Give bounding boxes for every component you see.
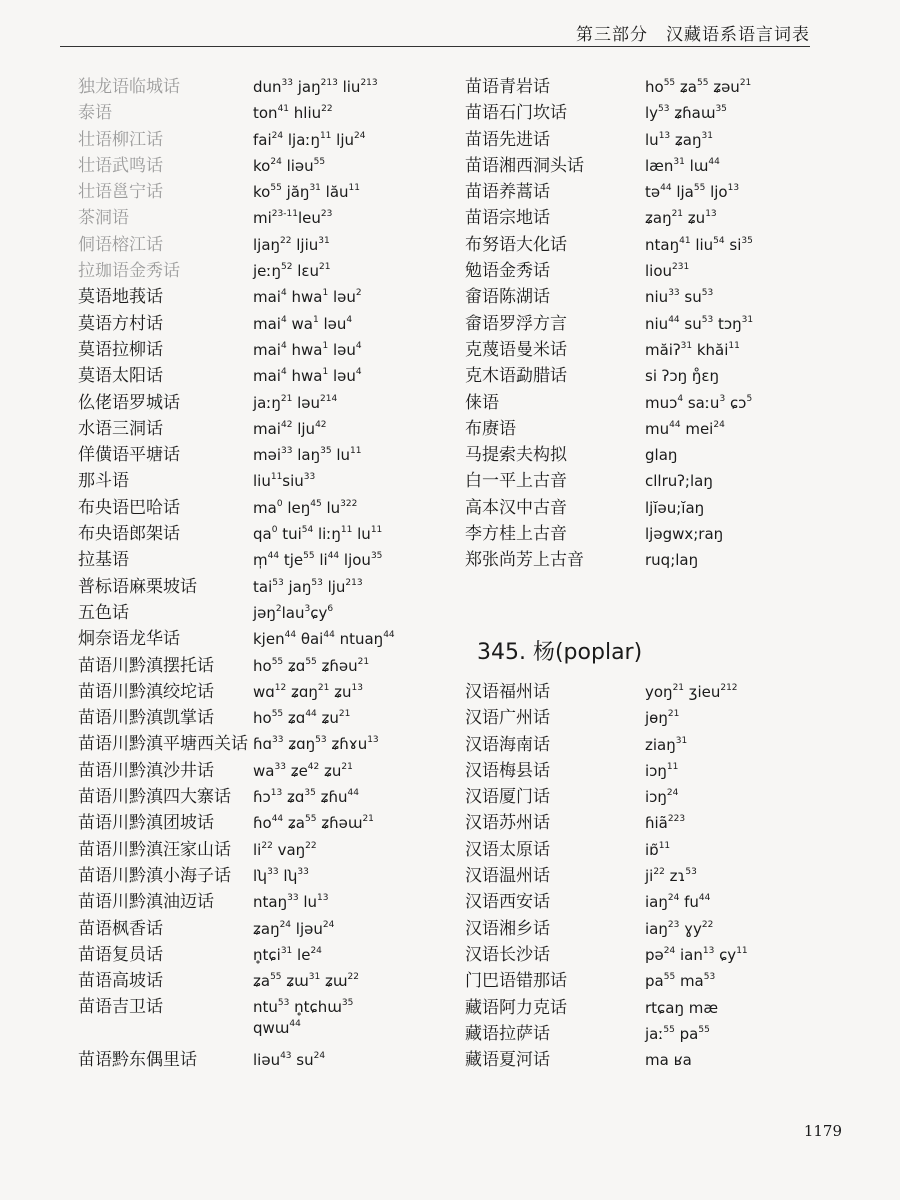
- dialect-name: 苗语吉卫话: [78, 997, 163, 1018]
- word-form: ljəgwx;raŋ: [645, 525, 724, 544]
- entry-row: [465, 914, 825, 940]
- word-form: iaŋ$^{24}$ $fu^{44}$: [645, 893, 711, 912]
- dialect-name: 苗语黔东偶里话: [78, 1049, 197, 1070]
- dialect-name: 汉语广州话: [465, 708, 550, 729]
- entry-row: [465, 256, 825, 282]
- dialect-name: 苗语养蒿话: [465, 182, 550, 203]
- word-form: $li^{22}$ vaŋ$^{22}$: [253, 840, 317, 859]
- entry-row: [78, 151, 458, 177]
- dialect-name: 马提索夫构拟: [465, 445, 567, 466]
- entry-row: [78, 309, 458, 335]
- dialect-name: 布央语郎架话: [78, 524, 180, 545]
- entry-row: [78, 887, 458, 913]
- dialect-name: 门巴语错那话: [465, 971, 567, 992]
- word-form: məi$^{33}$ laŋ$^{35}$ $lu^{11}$: [253, 446, 362, 465]
- word-form: ton$^{41}$ hliu$^{22}$: [253, 104, 333, 123]
- dialect-name: 那斗语: [78, 471, 129, 492]
- entry-row: [78, 203, 458, 229]
- word-form: jaːŋ$^{21}$ ləu$^{214}$: [253, 393, 338, 412]
- word-form: mai$^4$ hwa$^1$ ləu$^2$: [253, 288, 362, 307]
- entry-row: [465, 1019, 825, 1045]
- dialect-name: 白一平上古音: [465, 471, 567, 492]
- dialect-name: 汉语西安话: [465, 892, 550, 913]
- dialect-name: 壮语柳江话: [78, 129, 163, 150]
- dialect-name: 苗语川黔滇团坡话: [78, 813, 214, 834]
- dialect-name: 汉语温州话: [465, 866, 550, 887]
- word-form: ljaŋ$^{22}$ ljiu$^{31}$: [253, 235, 330, 254]
- dialect-name: 苗语高坡话: [78, 971, 163, 992]
- entry-row: [465, 703, 825, 729]
- entry-row: [78, 992, 458, 1018]
- word-form: $ho^{55}$ ʑɑ$^{55}$ ʑɦəu$^{21}$: [253, 656, 370, 675]
- word-form: liəu$^{43}$ $su^{24}$: [253, 1050, 326, 1069]
- word-form: ɦiã$^{223}$: [645, 814, 686, 833]
- word-form: jəŋ$^2$lau$^3$ɕy$^6$: [253, 603, 334, 622]
- word-form: muɔ$^4$ saːu$^3$ ɕɔ$^5$: [645, 393, 753, 412]
- word-form: ntaŋ$^{41}$ liu$^{54}$ $si^{35}$: [645, 235, 753, 254]
- dialect-name: 苗语川黔滇摆托话: [78, 655, 214, 676]
- word-form: măiʔ$^{31}$ khăi$^{11}$: [645, 340, 740, 359]
- entry-row: [78, 361, 458, 387]
- dialect-name: 独龙语临城话: [78, 77, 180, 97]
- dialect-name: 汉语湘乡话: [465, 918, 550, 939]
- dialect-name: 汉语长沙话: [465, 944, 550, 965]
- dialect-name: 布努语大化话: [465, 234, 567, 255]
- word-form: ʑaŋ$^{24}$ ljəu$^{24}$: [253, 919, 335, 938]
- entry-row: [78, 414, 458, 440]
- word-form: $ko^{24}$ liəu$^{55}$: [253, 156, 326, 175]
- word-form: si ʔɔŋ ŋ̊ɛŋ: [645, 367, 720, 386]
- section-title: 345. 杨(poplar): [477, 640, 643, 665]
- word-form: $lu^{13}$ ʑaŋ$^{31}$: [645, 130, 713, 149]
- word-form: mai$^{42}$ lju$^{42}$: [253, 419, 327, 438]
- right-column-top: [465, 72, 825, 572]
- header-title: 第三部分 汉藏语系语言词表: [576, 25, 810, 45]
- dialect-name: 汉语海南话: [465, 734, 550, 755]
- entry-row: [78, 966, 458, 992]
- entry-row: [465, 282, 825, 308]
- word-form: ɦo$^{44}$ ʑa$^{55}$ ʑɦəɯ$^{21}$: [253, 814, 374, 833]
- word-form: ziaŋ$^{31}$: [645, 735, 688, 754]
- right-column-bottom: [465, 677, 825, 1071]
- entry-row: [78, 835, 458, 861]
- dialect-name: 藏语阿力克话: [465, 997, 567, 1018]
- word-form: m̩$^{44}$ tje$^{55}$ $li^{44}$ ljou$^{35}$: [253, 551, 383, 570]
- word-form: ruq;laŋ: [645, 551, 699, 570]
- entry-row: [465, 1045, 825, 1071]
- word-form: $ko^{55}$ jăŋ$^{31}$ lău$^{11}$: [253, 183, 360, 202]
- dialect-name: 莫语太阳话: [78, 366, 163, 387]
- dialect-name: 勉语金秀话: [465, 261, 550, 282]
- entry-row: [465, 861, 825, 887]
- left-column: [78, 72, 458, 1071]
- dialect-name: 水语三洞话: [78, 418, 163, 439]
- dialect-name: 苗语川黔滇油迈话: [78, 892, 214, 913]
- word-form: niu$^{44}$ $su^{53}$ tɔŋ$^{31}$: [645, 314, 754, 333]
- entry-row: [78, 624, 458, 650]
- dialect-name: 拉珈语金秀话: [78, 261, 180, 282]
- entry-row: [78, 1045, 458, 1071]
- word-form: $mi^{23-11}leu^{23}$: [253, 209, 333, 228]
- word-form: tai$^{53}$ jaŋ$^{53}$ lju$^{213}$: [253, 577, 363, 596]
- entry-row: [78, 388, 458, 414]
- word-form: $qa^0$ tui$^{54}$ liːŋ$^{11}$ $lu^{11}$: [253, 525, 383, 544]
- word-form: jeːŋ$^{52}$ lɛu$^{21}$: [253, 262, 331, 281]
- entry-row: [78, 782, 458, 808]
- word-form: wɑ$^{12}$ ʑɑŋ$^{21}$ ʑu$^{13}$: [253, 682, 363, 701]
- dialect-name: 苗语枫香话: [78, 918, 163, 939]
- word-form: niu$^{33}$ $su^{53}$: [645, 288, 714, 307]
- dialect-name: 畲语陈湖话: [465, 287, 550, 308]
- word-form: dun$^{33}$ jaŋ$^{213}$ liu$^{213}$: [253, 78, 378, 96]
- entry-row: [465, 203, 825, 229]
- page-header: [60, 18, 810, 47]
- dialect-name: 苗语川黔滇平塘西关话: [78, 734, 248, 755]
- word-form: iaŋ$^{23}$ ɣy$^{22}$: [645, 919, 714, 938]
- word-form: $ly^{53}$ ʑɦaɯ$^{35}$: [645, 104, 727, 123]
- entry-row: [465, 335, 825, 361]
- word-form: jɵŋ$^{21}$: [645, 709, 680, 728]
- entry-row: [465, 993, 825, 1019]
- entry-row: [78, 72, 458, 98]
- entry-row: [465, 466, 825, 492]
- entry-row: [465, 72, 825, 98]
- dialect-name: 郑张尚芳上古音: [465, 550, 584, 571]
- entry-row: [465, 519, 825, 545]
- dialect-name: 苗语川黔滇沙井话: [78, 760, 214, 781]
- dialect-name: 普标语麻栗坡话: [78, 576, 197, 597]
- word-form: ʑaŋ$^{21}$ ʑu$^{13}$: [645, 209, 717, 228]
- dialect-name: 汉语厦门话: [465, 787, 550, 808]
- word-form: iɔŋ$^{11}$: [645, 761, 679, 780]
- entry-row: [465, 361, 825, 387]
- dialect-name: 布央语巴哈话: [78, 497, 180, 518]
- word-form: mai$^4$ $wa^1$ ləu$^4$: [253, 314, 353, 333]
- word-form: $ji^{22}$ zɿ$^{53}$: [645, 867, 697, 886]
- dialect-name: 拉基语: [78, 550, 129, 571]
- dialect-name: 布赓语: [465, 418, 516, 439]
- dialect-name: 汉语梅县话: [465, 760, 550, 781]
- word-form: qwɯ$^{44}$: [253, 1018, 301, 1037]
- dialect-name: 壮语邕宁话: [78, 182, 163, 203]
- dialect-name: 苗语青岩话: [465, 77, 550, 97]
- dialect-name: 畲语罗浮方言: [465, 313, 567, 334]
- word-form: $ma^0$ leŋ$^{45}$ $lu^{322}$: [253, 498, 358, 517]
- dialect-name: 苗语湘西洞头话: [465, 155, 584, 176]
- entry-row: [78, 808, 458, 834]
- word-form: $wa^{33}$ ʑe$^{42}$ ʑu$^{21}$: [253, 761, 353, 780]
- entry-row: [78, 98, 458, 124]
- dialect-name: 茶洞语: [78, 208, 129, 229]
- word-form: iɒ̃$^{11}$: [645, 840, 671, 859]
- entry-row: [78, 914, 458, 940]
- dialect-name: 苗语川黔滇绞坨话: [78, 681, 214, 702]
- entry-row: [78, 335, 458, 361]
- entry-row: [465, 808, 825, 834]
- word-form: ɦɑ$^{33}$ ʑɑŋ$^{53}$ ʑɦɤu$^{13}$: [253, 735, 379, 754]
- entry-row: [78, 756, 458, 782]
- entry-row: [465, 966, 825, 992]
- word-form: kjen$^{44}$ θai$^{44}$ ntuaŋ$^{44}$: [253, 630, 395, 649]
- entry-row: [465, 125, 825, 151]
- word-form: jaː$^{55}$ $pa^{55}$: [645, 1024, 710, 1043]
- entry-row: [78, 256, 458, 282]
- dialect-name: 苗语石门坎话: [465, 103, 567, 124]
- entry-row: [78, 177, 458, 203]
- word-form: fai$^{24}$ ljaːŋ$^{11}$ lju$^{24}$: [253, 130, 366, 149]
- word-form: lʮ$^{33}$ lʮ$^{33}$: [253, 866, 309, 885]
- entry-row: [465, 230, 825, 256]
- entry-row: [78, 572, 458, 598]
- word-form: ʑa$^{55}$ ʑɯ$^{31}$ ʑɯ$^{22}$: [253, 972, 359, 991]
- word-form: iɔŋ$^{24}$: [645, 788, 679, 807]
- dialect-name: 仫佬语罗城话: [78, 392, 180, 413]
- entry-row: [465, 940, 825, 966]
- dialect-name: 莫语方村话: [78, 313, 163, 334]
- word-form: yoŋ$^{21}$ ʒieu$^{212}$: [645, 683, 738, 701]
- entry-row: [465, 151, 825, 177]
- entry-row: [78, 729, 458, 755]
- entry-row: [465, 388, 825, 414]
- dialect-name: 克木语勐腊话: [465, 366, 567, 387]
- dialect-name: 莫语拉柳话: [78, 339, 163, 360]
- dialect-name: 苗语宗地话: [465, 208, 550, 229]
- dialect-name: 侗语榕江话: [78, 234, 163, 255]
- word-form: $pa^{55}$ $ma^{53}$: [645, 972, 716, 991]
- entry-row: [465, 309, 825, 335]
- dialect-name: 苗语川黔滇四大寨话: [78, 787, 231, 808]
- entry-row: [465, 440, 825, 466]
- entry-row: [78, 940, 458, 966]
- dialect-name: 汉语太原话: [465, 839, 550, 860]
- dialect-name: 苗语川黔滇凯掌话: [78, 708, 214, 729]
- dialect-name: 藏语拉萨话: [465, 1023, 550, 1044]
- entry-row: [465, 545, 825, 571]
- entry-row: [465, 835, 825, 861]
- word-form: ntu$^{53}$ n̥tɕhɯ$^{35}$: [253, 998, 354, 1017]
- word-form: pə$^{24}$ ian$^{13}$ ɕy$^{11}$: [645, 945, 748, 964]
- dialect-name: 佯僙语平塘话: [78, 445, 180, 466]
- dialect-name: 苗语川黔滇汪家山话: [78, 839, 231, 860]
- page-number: 1179: [803, 1122, 842, 1140]
- dialect-name: 俫语: [465, 392, 499, 413]
- entry-row: [78, 651, 458, 677]
- word-form: ɦɔ$^{13}$ ʑɑ$^{35}$ ʑɦu$^{44}$: [253, 788, 359, 807]
- entry-row: [78, 545, 458, 571]
- entry-row: [465, 414, 825, 440]
- word-form: ljĭəu;ĭaŋ: [645, 498, 705, 517]
- entry-row: [465, 98, 825, 124]
- dialect-name: 苗语川黔滇小海子话: [78, 865, 231, 886]
- dialect-name: 泰语: [78, 103, 112, 124]
- entry-row: [78, 598, 458, 624]
- dialect-name: 汉语苏州话: [465, 813, 550, 834]
- word-form: læn$^{31}$ lɯ$^{44}$: [645, 156, 720, 175]
- dialect-name: 苗语先进话: [465, 129, 550, 150]
- entry-row: [465, 493, 825, 519]
- word-form: $ho^{55}$ ʑa$^{55}$ ʑəu$^{21}$: [645, 78, 752, 96]
- entry-row: [465, 756, 825, 782]
- entry-row: [78, 125, 458, 151]
- word-form: liou$^{231}$: [645, 262, 690, 281]
- word-form: cllruʔ;laŋ: [645, 472, 713, 491]
- word-form: $mu^{44}$ mei$^{24}$: [645, 419, 725, 438]
- word-form: ntaŋ$^{33}$ $lu^{13}$: [253, 893, 329, 912]
- dialect-name: 五色话: [78, 602, 129, 623]
- word-form: ma ʁa: [645, 1051, 692, 1070]
- word-form: rtɕaŋ mæ: [645, 998, 719, 1017]
- dialect-name: 莫语地莪话: [78, 287, 163, 308]
- entry-row: [465, 782, 825, 808]
- entry-row: [78, 677, 458, 703]
- word-form: mai$^4$ hwa$^1$ ləu$^4$: [253, 367, 362, 386]
- entry-row: [78, 493, 458, 519]
- word-form: liu$^{11}$siu$^{33}$: [253, 472, 316, 491]
- dialect-name: 炯奈语龙华话: [78, 629, 180, 650]
- dialect-name: 壮语武鸣话: [78, 155, 163, 176]
- entry-row: [78, 703, 458, 729]
- entry-row: [465, 677, 825, 703]
- entry-row: [465, 177, 825, 203]
- word-form: $ho^{55}$ ʑɑ$^{44}$ ʑu$^{21}$: [253, 709, 351, 728]
- word-form: tə$^{44}$ lja$^{55}$ ljo$^{13}$: [645, 183, 740, 202]
- dialect-name: 汉语福州话: [465, 682, 550, 702]
- dialect-name: 李方桂上古音: [465, 524, 567, 545]
- entry-row: [78, 466, 458, 492]
- dialect-name: 苗语复员话: [78, 944, 163, 965]
- entry-row: [465, 730, 825, 756]
- dialect-name: 克蔑语曼米话: [465, 339, 567, 360]
- entry-row: [78, 1019, 458, 1045]
- entry-row: [78, 519, 458, 545]
- entry-row: [465, 887, 825, 913]
- dialect-name: 藏语夏河话: [465, 1050, 550, 1071]
- entry-row: [78, 440, 458, 466]
- entry-row: [78, 282, 458, 308]
- word-form: glaŋ: [645, 446, 678, 465]
- entry-row: [78, 861, 458, 887]
- dialect-name: 高本汉中古音: [465, 497, 567, 518]
- entry-row: [78, 230, 458, 256]
- word-form: mai$^4$ hwa$^1$ ləu$^4$: [253, 340, 362, 359]
- word-form: n̥tɕi$^{31}$ $le^{24}$: [253, 945, 322, 964]
